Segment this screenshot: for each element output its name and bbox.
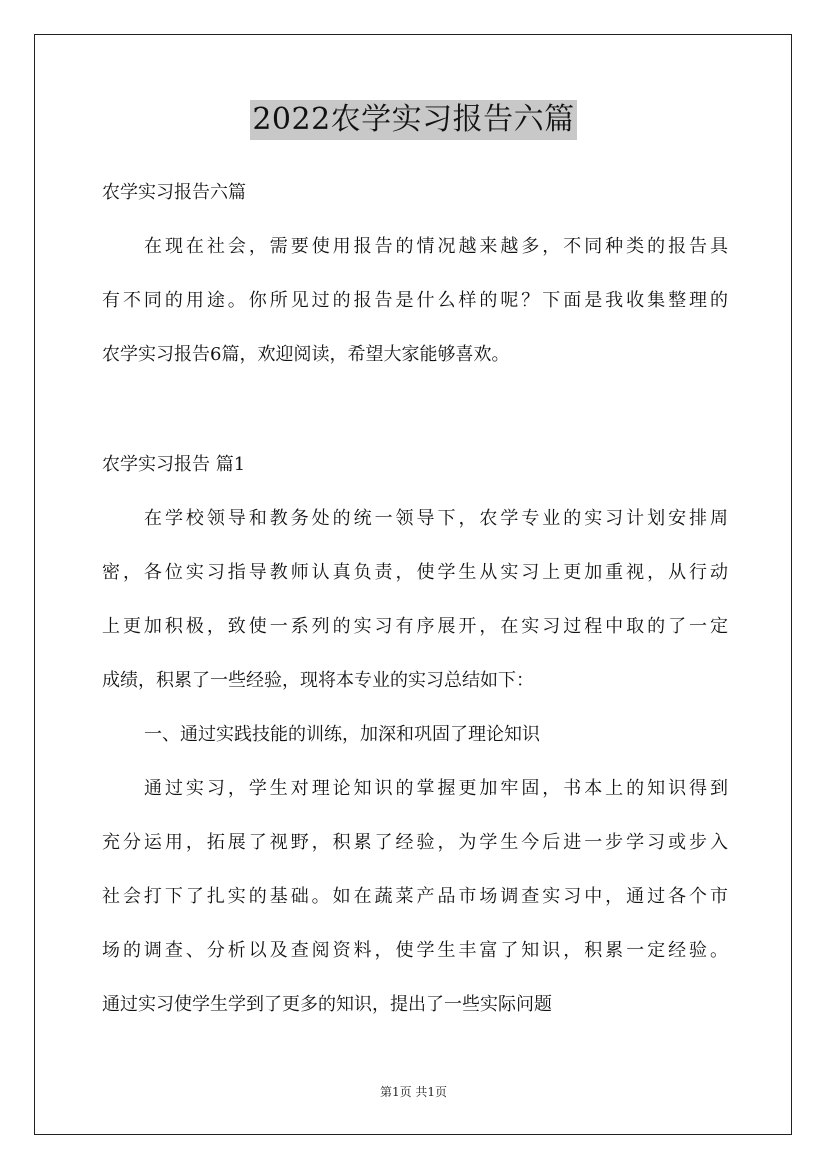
intro-line-1: 在现在社会，需要使用报告的情况越来越多，不同种类的报告具 bbox=[144, 236, 728, 257]
para1-line-4: 成绩，积累了一些经验，现将本专业的实习总结如下： bbox=[102, 670, 534, 691]
document-subtitle: 农学实习报告六篇 bbox=[102, 182, 246, 203]
para2-line-4: 场的调查、分析以及查阅资料，使学生丰富了知识，积累一定经验。 bbox=[102, 940, 728, 961]
title-wrap bbox=[0, 100, 827, 140]
intro-line-3: 农学实习报告6篇，欢迎阅读，希望大家能够喜欢。 bbox=[102, 344, 510, 365]
para2-line-2: 充分运用，拓展了视野，积累了经验，为学生今后进一步学习或步入 bbox=[102, 832, 728, 853]
point-heading-1: 一、通过实践技能的训练，加深和巩固了理论知识 bbox=[144, 724, 540, 745]
section-heading: 农学实习报告 篇1 bbox=[102, 454, 246, 475]
para1-line-1: 在学校领导和教务处的统一领导下，农学专业的实习计划安排周 bbox=[144, 508, 728, 529]
document-title: 2022农学实习报告六篇 bbox=[250, 100, 576, 140]
para2-line-3: 社会打下了扎实的基础。如在蔬菜产品市场调查实习中，通过各个市 bbox=[102, 886, 728, 907]
intro-line-2: 有不同的用途。你所见过的报告是什么样的呢？下面是我收集整理的 bbox=[102, 290, 728, 311]
para1-line-2: 密，各位实习指导教师认真负责，使学生从实习上更加重视，从行动 bbox=[102, 562, 728, 583]
page-footer: 第1页 共1页 bbox=[379, 1085, 448, 1099]
para1-line-3: 上更加积极，致使一系列的实习有序展开，在实习过程中取的了一定 bbox=[102, 616, 728, 637]
para2-line-5: 通过实习使学生学到了更多的知识，提出了一些实际问题 bbox=[102, 994, 552, 1015]
para2-line-1: 通过实习，学生对理论知识的掌握更加牢固，书本上的知识得到 bbox=[144, 778, 728, 799]
